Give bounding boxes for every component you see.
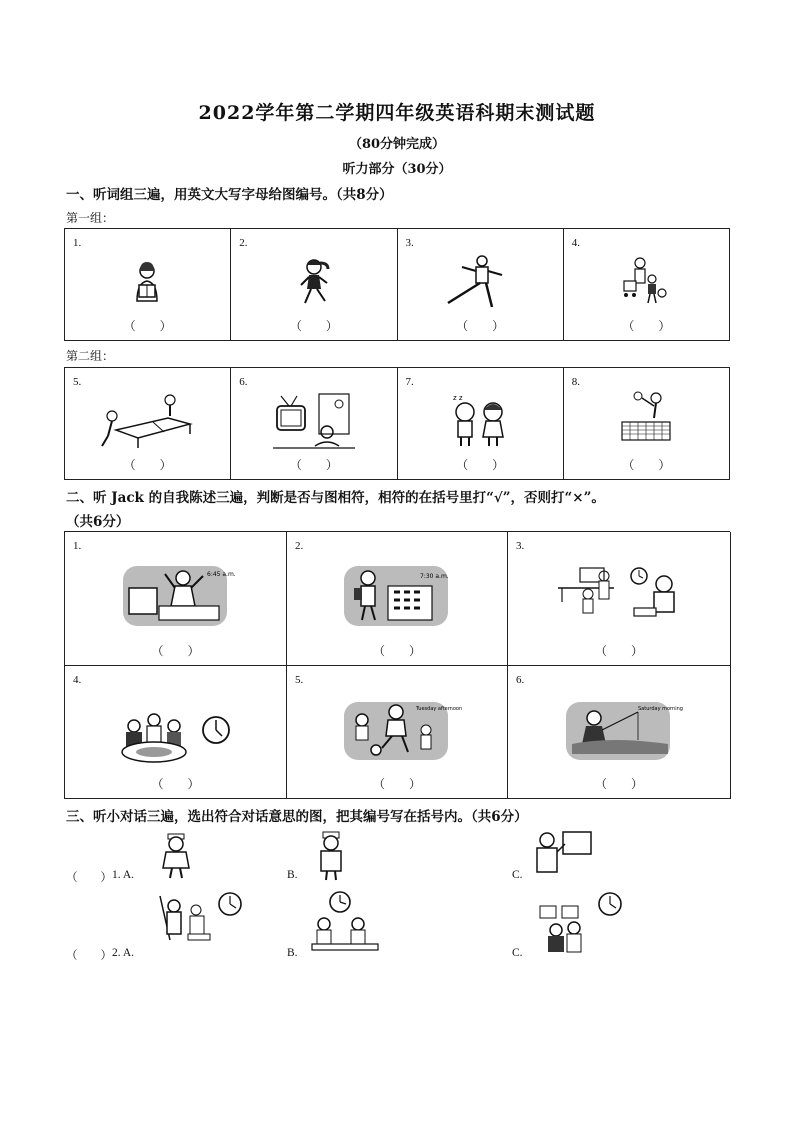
exam-time: （80分钟完成） (348, 137, 446, 152)
item-cell (398, 368, 564, 480)
fishing-icon (564, 696, 683, 764)
sleepy-kids-icon (445, 392, 515, 450)
exam-title: 2022学年第二学期四年级英语科期末测试题 (198, 102, 596, 124)
taichi-man-icon (440, 253, 520, 313)
time-sign: 6:45 a.m. (206, 571, 236, 578)
item-number: 6. (516, 673, 525, 686)
waking-up-icon (121, 562, 236, 630)
item-number: 7. (405, 376, 414, 388)
running-girl-icon (289, 257, 339, 311)
answer-bracket[interactable]: （ ） (372, 777, 421, 791)
item-number: 3. (516, 540, 525, 552)
item-number: 8. (571, 376, 580, 388)
answer-bracket[interactable]: （ ） (594, 777, 643, 791)
svg-text:z z: z z (453, 394, 463, 402)
answer-bracket[interactable]: （ ） (456, 458, 505, 472)
item-cell (564, 229, 730, 341)
answer-bracket[interactable]: （ ） (123, 458, 172, 472)
group1-grid (64, 228, 730, 341)
item-cell (65, 532, 287, 666)
answer-bracket[interactable]: （ ） (622, 458, 671, 472)
item-cell (564, 368, 730, 480)
item-number: 5. (295, 673, 304, 686)
item-cell (65, 368, 231, 480)
q2-answer-bracket[interactable]: （ ） (66, 950, 112, 962)
item-cell (287, 532, 508, 666)
item-number: 5. (73, 376, 82, 388)
item-cell (508, 532, 731, 666)
item-number: 1. (73, 540, 82, 552)
item-cell (231, 229, 397, 341)
item-number: 6. (239, 376, 248, 388)
badminton-icon (614, 390, 678, 450)
item-cell (65, 229, 231, 341)
time-sign: 7:30 a.m. (420, 573, 449, 580)
football-icon (342, 696, 463, 764)
table-tennis-icon (98, 392, 198, 452)
watching-tv-icon (269, 390, 359, 452)
answer-bracket[interactable]: （ ） (123, 319, 172, 333)
answer-bracket[interactable]: （ ） (289, 319, 338, 333)
item-number: 4. (571, 237, 580, 249)
time-sign: Saturday morning (638, 705, 683, 712)
q1-label: 1. A. (112, 869, 135, 881)
part-label: 听力部分（30分） (342, 162, 452, 177)
item-number: 1. (73, 237, 82, 249)
family-room-clock-icon (536, 890, 626, 960)
item-number: 4. (73, 673, 82, 686)
group2-label: 第二组： (66, 349, 115, 363)
item-cell (65, 666, 287, 800)
section2-grid (64, 531, 730, 799)
item-number: 2. (295, 540, 304, 552)
q2-option-b: B. (287, 947, 298, 959)
q1-option-c: C. (512, 869, 523, 881)
nurse-icon (156, 828, 196, 880)
shopping-family-icon (618, 255, 674, 311)
answer-bracket[interactable]: （ ） (372, 643, 421, 658)
meeting-clock-icon (310, 890, 382, 960)
item-cell (508, 666, 731, 800)
item-number: 3. (405, 237, 414, 249)
group2-grid (64, 367, 730, 480)
teacher-icon (533, 828, 595, 882)
q2-label: 2. A. (112, 947, 135, 959)
item-cell (231, 368, 397, 480)
class-clock-icon (554, 562, 684, 630)
item-cell (287, 666, 508, 800)
answer-bracket[interactable]: （ ） (151, 643, 200, 658)
q1-answer-bracket[interactable]: （ ） (66, 872, 112, 884)
answer-bracket[interactable]: （ ） (594, 643, 643, 658)
section2-title-cont: （共6分） (66, 514, 130, 530)
going-to-school-icon (342, 562, 452, 630)
reading-girl-icon (123, 259, 173, 309)
answer-bracket[interactable]: （ ） (456, 319, 505, 333)
section1-title: 一、听词组三遍，用英文大写字母给图编号。（共8分） (66, 187, 393, 203)
item-number: 2. (239, 237, 248, 249)
answer-bracket[interactable]: （ ） (622, 319, 671, 333)
section2-title: 二、听 Jack 的自我陈述三遍，判断是否与图相符，相符的在括号里打“√”，否则打“×”。 (66, 490, 605, 506)
section3-title: 三、听小对话三遍，选出符合对话意思的图，把其编号写在括号内。（共6分） (66, 809, 528, 825)
answer-bracket[interactable]: （ ） (151, 777, 200, 791)
item-cell (398, 229, 564, 341)
family-dinner-icon (116, 706, 236, 772)
q1-option-b: B. (287, 869, 298, 881)
lesson-clock-icon (150, 890, 244, 960)
group1-label: 第一组： (66, 211, 115, 225)
q2-option-c: C. (512, 947, 523, 959)
time-sign: Tuesday afternoon (416, 705, 463, 712)
answer-bracket[interactable]: （ ） (289, 458, 338, 472)
doctor-icon (313, 828, 349, 882)
